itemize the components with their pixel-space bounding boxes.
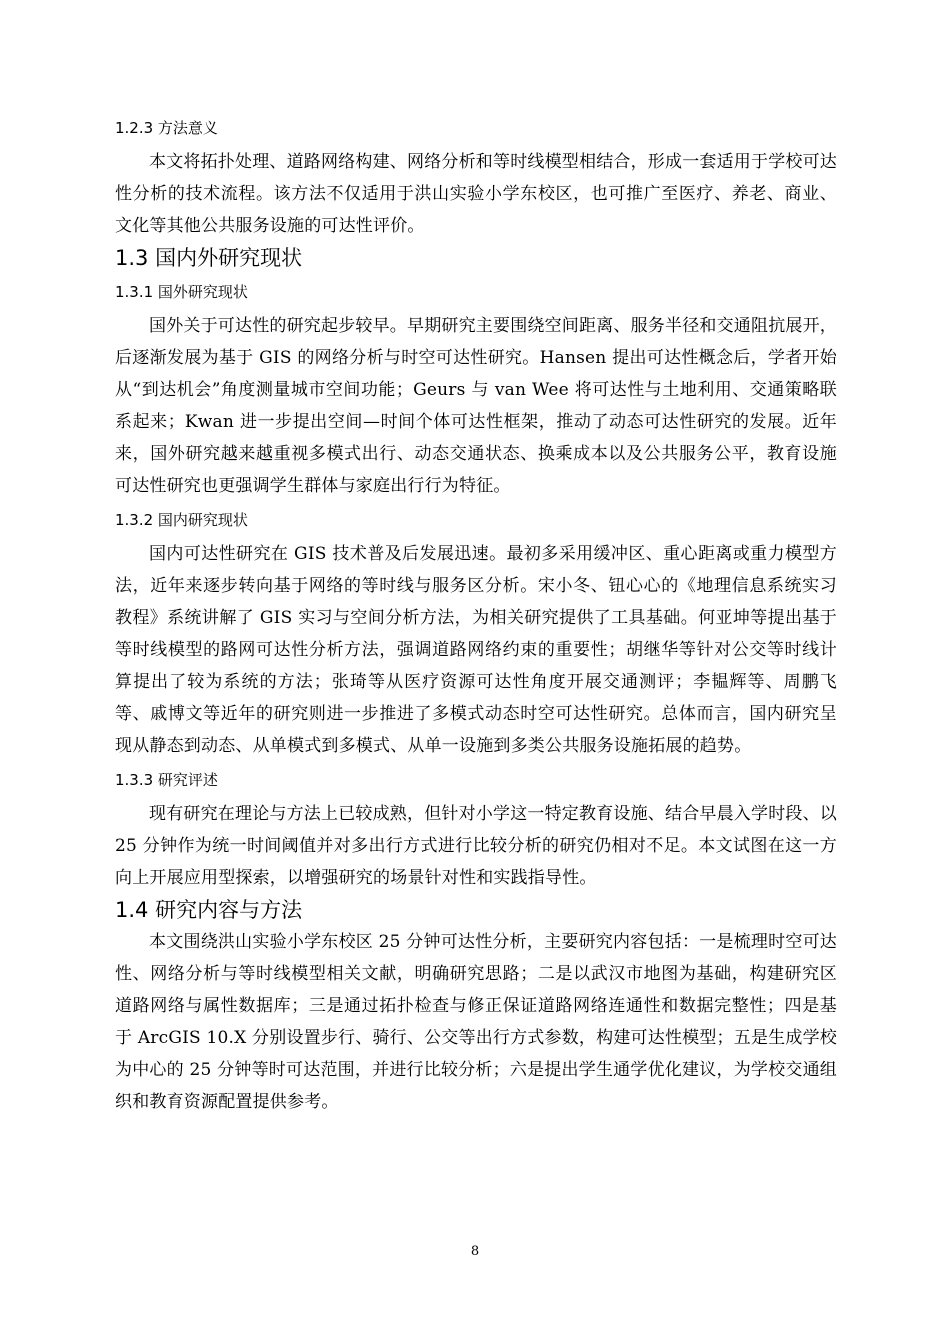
page-number: 8: [470, 1244, 480, 1259]
paragraph-domestic-research: 国内可达性研究在 GIS 技术普及后发展迅速。最初多采用缓冲区、重心距离或重力模型方法，近年来逐步转向基于网络的等时线与服务区分析。宋小冬、钮心心的《地理信息系统实习教程》系统讲解了 GIS 实习与空间分析方法，为相关研究提供了工具基础。何亚坤等提出基于等时线模型的路网可达性分析方法，强调道路网络约束的重要性；胡继华等针对公交等时线计算提出了较为系统的方法；张琦等从医疗资源可达性角度开展交通测评；李韫辉等、周鹏飞等、戚博文等近年的研究则进一步推进了多模式动态时空可达性研究。总体而言，国内研究呈现从静态到动态、从单模式到多模式、从单一设施到多类公共服务设施拓展的趋势。: [115, 544, 837, 756]
subsection-heading-1-3-1: 1.3.1 国外研究现状: [115, 283, 248, 301]
subsection-heading-1-3-3: 1.3.3 研究评述: [115, 771, 218, 789]
section-heading-1-4: 1.4 研究内容与方法: [115, 898, 303, 922]
subsection-heading-1-2-3: 1.2.3 方法意义: [115, 119, 218, 137]
subsection-heading-1-3-2: 1.3.2 国内研究现状: [115, 511, 248, 529]
document-page: [115, 110, 837, 1118]
paragraph-research-content: 本文围绕洪山实验小学东校区 25 分钟可达性分析，主要研究内容包括：一是梳理时空可达性、网络分析与等时线模型相关文献，明确研究思路；二是以武汉市地图为基础，构建研究区道路网络与属性数据库；三是通过拓扑检查与修正保证道路网络连通性和数据完整性；四是基于 ArcGIS 10.X 分别设置步行、骑行、公交等出行方式参数，构建可达性模型；五是生成学校为中心的 25 分钟等时可达范围，并进行比较分析；六是提出学生通学优化建议，为学校交通组织和教育资源配置提供参考。: [115, 932, 837, 1112]
paragraph-research-review: 现有研究在理论与方法上已较成熟，但针对小学这一特定教育设施、结合早晨入学时段、以 25 分钟作为统一时间阈值并对多出行方式进行比较分析的研究仍相对不足。本文试图在这一方向上开展应用型探索，以增强研究的场景针对性和实践指导性。: [115, 804, 837, 888]
paragraph-foreign-research: 国外关于可达性的研究起步较早。早期研究主要围绕空间距离、服务半径和交通阻抗展开，后逐渐发展为基于 GIS 的网络分析与时空可达性研究。Hansen 提出可达性概念后，学者开始从“到达机会”角度测量城市空间功能；Geurs 与 van Wee 将可达性与土地利用、交通策略联系起来；Kwan 进一步提出空间—时间个体可达性框架，推动了动态可达性研究的发展。近年来，国外研究越来越重视多模式出行、动态交通状态、换乘成本以及公共服务公平，教育设施可达性研究也更强调学生群体与家庭出行行为特征。: [115, 316, 837, 496]
paragraph-method-significance: 本文将拓扑处理、道路网络构建、网络分析和等时线模型相结合，形成一套适用于学校可达性分析的技术流程。该方法不仅适用于洪山实验小学东校区，也可推广至医疗、养老、商业、文化等其他公共服务设施的可达性评价。: [115, 152, 837, 236]
section-heading-1-3: 1.3 国内外研究现状: [115, 246, 303, 270]
